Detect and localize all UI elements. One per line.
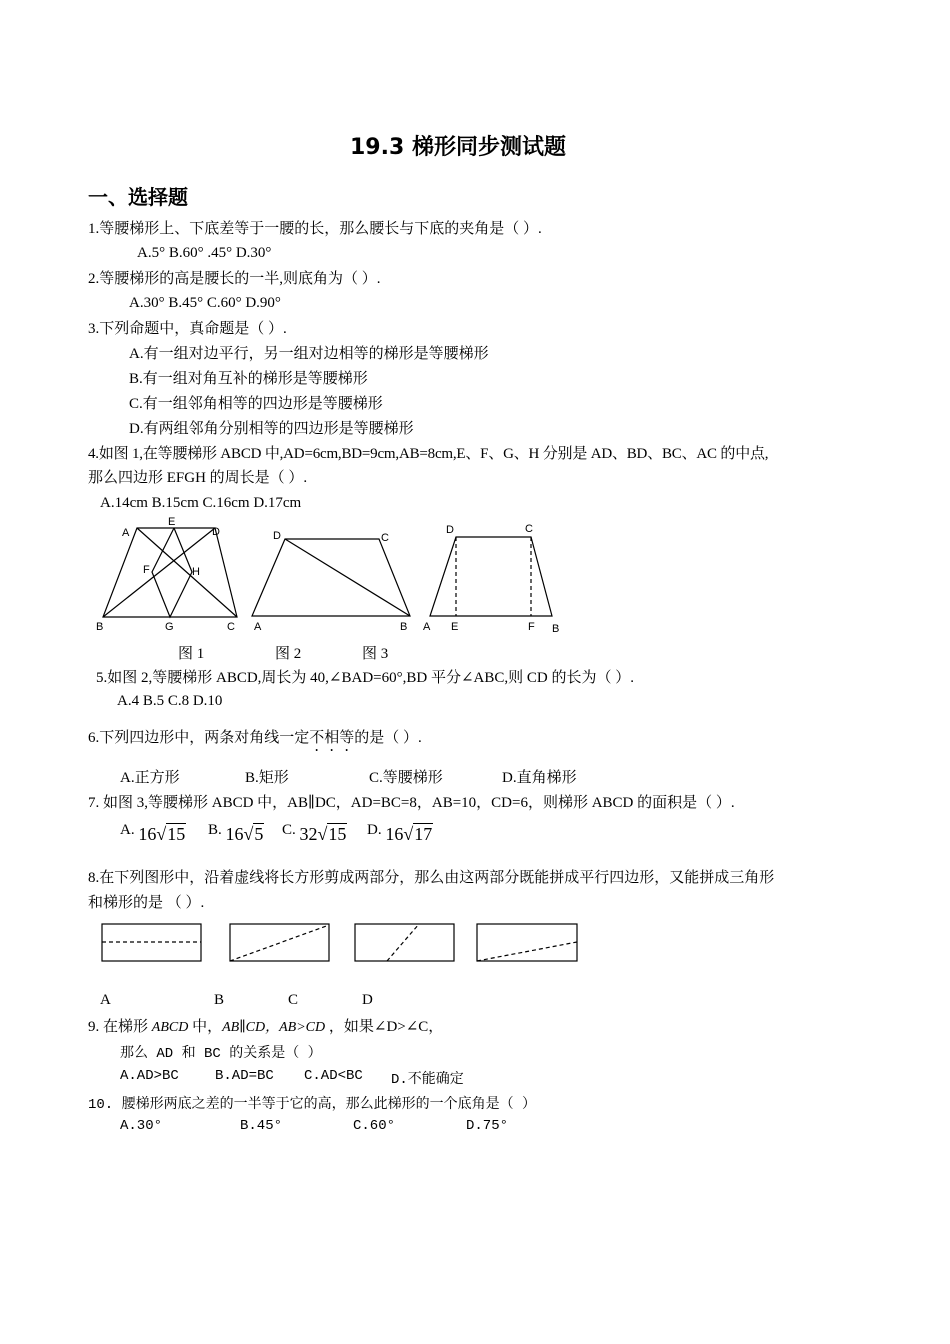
- question-6-option-b: B.矩形: [245, 770, 289, 786]
- question-4-options: A.14cm B.15cm C.16cm D.17cm: [100, 495, 302, 511]
- question-8-label-b: B: [214, 992, 225, 1008]
- rect-d: [477, 924, 577, 961]
- fig3-label-e: E: [451, 621, 459, 633]
- question-6-option-a: A.正方形: [120, 770, 180, 786]
- fig1-label-h: H: [192, 566, 200, 578]
- question-7-option-b: B. 16√5: [208, 822, 264, 844]
- question-7-option-c: C. 32√15: [282, 822, 347, 844]
- question-4-stem-line1: 4.如图 1,在等腰梯形 ABCD 中,AD=6cm,BD=9cm,AB=8cm,E、F、G、H 分别是 AD、BD、BC、AC 的中点,: [88, 446, 769, 462]
- fig2-label-c: C: [381, 532, 389, 544]
- section-heading: 一、选择题: [88, 185, 188, 209]
- figure-3-caption: 图 3: [362, 646, 389, 662]
- fig3-label-b: B: [552, 623, 560, 635]
- fig3-label-a: A: [423, 621, 431, 633]
- question-4-stem-line2: 那么四边形 EFGH 的周长是（ ）.: [88, 470, 308, 486]
- fig2-label-b: B: [400, 621, 408, 633]
- question-9-line2: 那么 AD 和 BC 的关系是（ ）: [120, 1046, 322, 1062]
- question-9-option-c: C.AD<BC: [304, 1068, 363, 1084]
- question-2-stem: 2.等腰梯形的高是腰长的一半,则底角为（ ）.: [88, 271, 381, 287]
- fig1-label-d: D: [212, 526, 220, 538]
- question-3-option-d: D.有两组邻角分别相等的四边形是等腰梯形: [129, 421, 414, 437]
- question-1-stem: 1.等腰梯形上、下底差等于一腰的长，那么腰长与下底的夹角是（ ）.: [88, 221, 542, 237]
- question-1-options: A.5° B.60° .45° D.30°: [137, 245, 272, 261]
- question-9-option-a: A.AD>BC: [120, 1068, 179, 1084]
- fig1-label-f: F: [143, 564, 150, 576]
- trapezoid-figures: [90, 512, 580, 642]
- figure-1: [103, 528, 237, 617]
- question-9-stem: 9. 在梯形 ABCD 中，AB∥CD，AB>CD ，如果∠D>∠C，: [88, 1019, 444, 1035]
- figure-2-caption: 图 2: [275, 646, 302, 662]
- figure-1-caption: 图 1: [178, 646, 205, 662]
- question-8-stem-line1: 8.在下列图形中，沿着虚线将长方形剪成两部分，那么由这两部分既能拼成平行四边形，又能拼成三角形: [88, 870, 775, 886]
- question-3-option-a: A.有一组对边平行，另一组对边相等的梯形是等腰梯形: [129, 346, 489, 362]
- question-3-option-b: B.有一组对角互补的梯形是等腰梯形: [129, 371, 368, 387]
- question-7-option-a: A. 16√15: [120, 822, 186, 844]
- fig1-label-a: A: [122, 527, 130, 539]
- fig1-label-e: E: [168, 516, 176, 528]
- question-7-stem: 7. 如图 3,等腰梯形 ABCD 中，AB∥DC，AD=BC=8，AB=10，CD=6，则梯形 ABCD 的面积是（ ）.: [88, 795, 735, 811]
- question-8-label-a: A: [100, 992, 111, 1008]
- question-9-option-d: D.不能确定: [391, 1072, 464, 1088]
- fig2-label-d: D: [273, 530, 281, 542]
- question-3-stem: 3.下列命题中，真命题是（ ）.: [88, 321, 287, 337]
- question-8-stem-line2: 和梯形的是 （ ）.: [88, 895, 205, 911]
- question-8-label-d: D: [362, 992, 373, 1008]
- rect-c: [355, 924, 454, 961]
- fig3-label-f: F: [528, 621, 535, 633]
- question-6-stem: 6.下列四边形中，两条对角线一定不相等的是（ ）.: [88, 730, 422, 746]
- question-5-options: A.4 B.5 C.8 D.10: [117, 693, 223, 709]
- question-10-option-c: C.60°: [353, 1118, 396, 1134]
- emphasis-not-equal: 不相等: [309, 730, 355, 746]
- figure-2: [252, 539, 410, 616]
- question-10-option-a: A.30°: [120, 1118, 163, 1134]
- question-6-option-c: C.等腰梯形: [369, 770, 443, 786]
- fig2-label-a: A: [254, 621, 262, 633]
- question-10-option-b: B.45°: [240, 1118, 283, 1134]
- figure-3: [430, 537, 552, 616]
- question-10-option-d: D.75°: [466, 1118, 509, 1134]
- fig1-label-b: B: [96, 621, 104, 633]
- question-2-options: A.30° B.45° C.60° D.90°: [129, 295, 281, 311]
- question-9-option-b: B.AD=BC: [215, 1068, 274, 1084]
- question-10-stem: 10. 腰梯形两底之差的一半等于它的高，那么此梯形的一个底角是（ ）: [88, 1097, 537, 1113]
- question-5-stem: 5.如图 2,等腰梯形 ABCD,周长为 40,∠BAD=60°,BD 平分∠ABC,则 CD 的长为（ ）.: [96, 670, 634, 686]
- question-8-label-c: C: [288, 992, 299, 1008]
- fig1-label-g: G: [165, 621, 174, 633]
- question-7-option-d: D. 16√17: [367, 822, 433, 844]
- rectangle-cut-figures: [98, 920, 583, 966]
- question-3-option-c: C.有一组邻角相等的四边形是等腰梯形: [129, 396, 383, 412]
- question-6-option-d: D.直角梯形: [502, 770, 577, 786]
- fig3-label-c: C: [525, 523, 533, 535]
- fig1-label-c: C: [227, 621, 235, 633]
- page-title: 19.3 梯形同步测试题: [350, 135, 566, 160]
- fig3-label-d: D: [446, 524, 454, 536]
